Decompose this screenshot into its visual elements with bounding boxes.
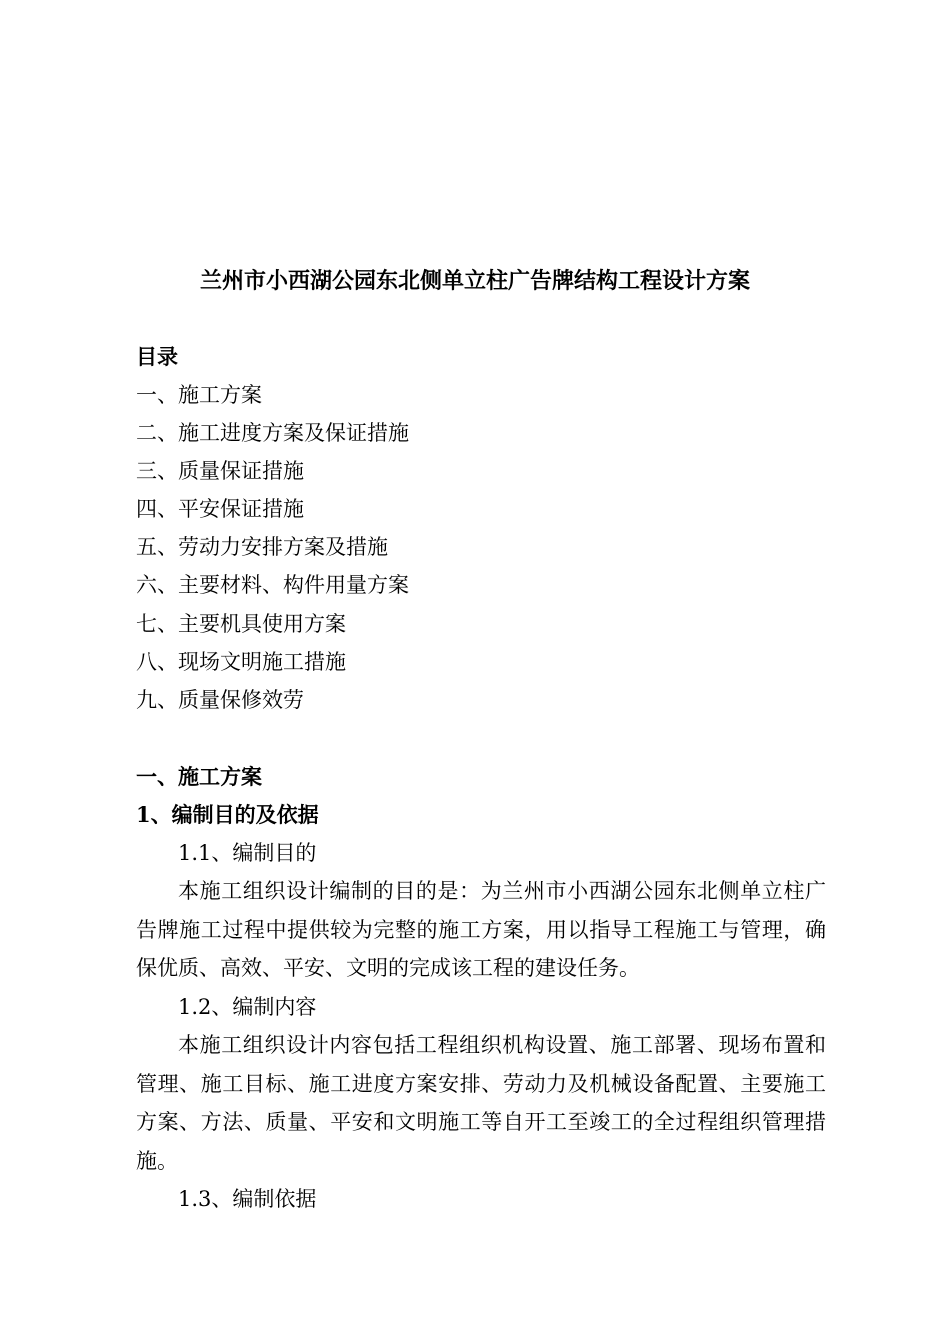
- toc-item: 五、劳动力安排方案及措施: [136, 535, 388, 560]
- toc-item: 八、现场文明施工措施: [136, 649, 346, 674]
- toc-item: 三、质量保证措施: [136, 459, 304, 484]
- subsection-title: 1.1、编制目的: [178, 841, 317, 865]
- subsection-heading: 1、编制目的及依据: [136, 802, 319, 827]
- toc-item: 九、质量保修效劳: [136, 687, 304, 712]
- subsection-title: 1.2、编制内容: [178, 995, 317, 1019]
- toc-item: 六、主要材料、构件用量方案: [136, 573, 409, 598]
- toc-list: [136, 376, 409, 719]
- paragraph: 本施工组织设计编制的目的是：为兰州市小西湖公园东北侧单立柱广告牌施工过程中提供较为完整的施工方案，用以指导工程施工与管理，确保优质、高效、平安、文明的完成该工程的建设任务。: [136, 879, 826, 980]
- toc-item: 二、施工进度方案及保证措施: [136, 421, 409, 446]
- paragraph: 本施工组织设计内容包括工程组织机构设置、施工部署、现场布置和管理、施工目标、施工进度方案安排、劳动力及机械设备配置、主要施工方案、方法、质量、平安和文明施工等自开工至竣工的全过程组织管理措施。: [136, 1033, 826, 1173]
- subsection-title: 1.3、编制依据: [178, 1187, 317, 1211]
- document-title: 兰州市小西湖公园东北侧单立柱广告牌结构工程设计方案: [199, 268, 750, 294]
- toc-item: 七、主要机具使用方案: [136, 611, 346, 636]
- toc-item: 一、施工方案: [136, 383, 262, 407]
- toc-heading: 目录: [136, 344, 178, 369]
- toc-item: 四、平安保证措施: [136, 497, 304, 522]
- section-heading: 一、施工方案: [136, 764, 262, 789]
